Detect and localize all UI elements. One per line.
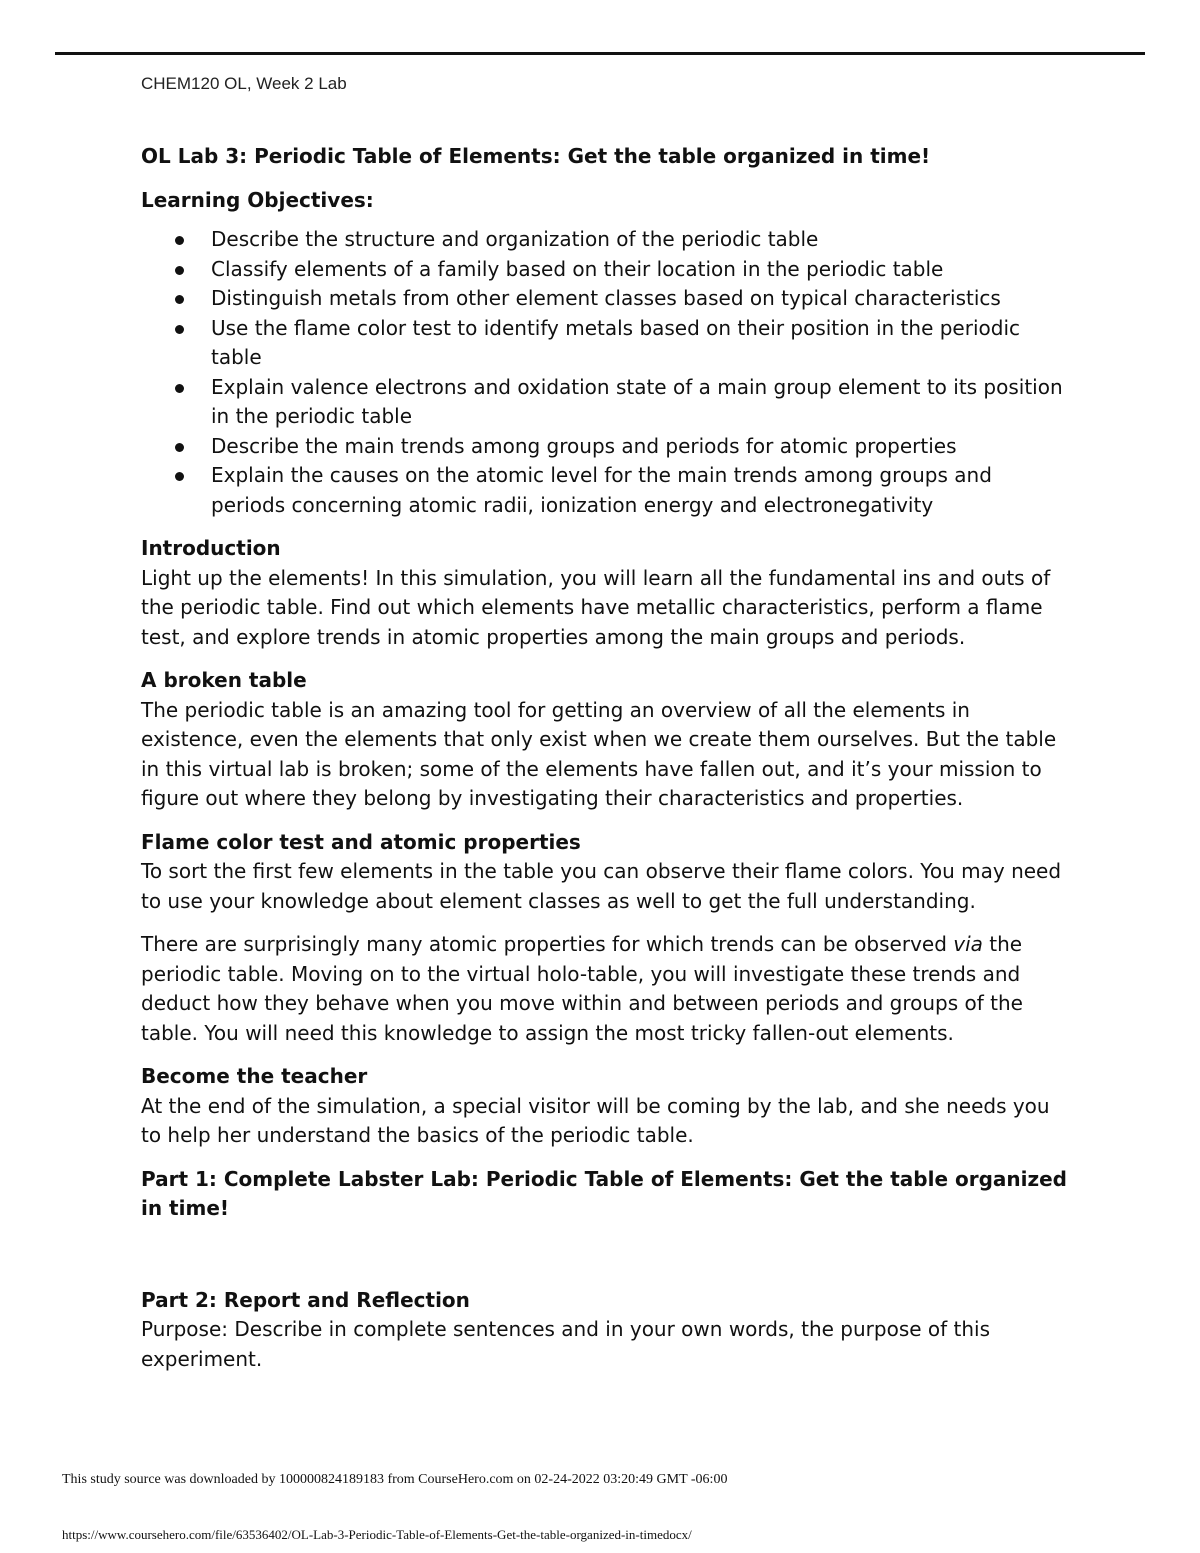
introduction-text: Light up the elements! In this simulation, you will learn all the fundamental ins and outs of the periodic table. Find out which elements have metallic characteristics, perform a flame test, and explore trends in atomic properties among the main groups and periods. bbox=[141, 565, 1051, 649]
teacher-section bbox=[141, 1062, 1071, 1151]
source-url: https://www.coursehero.com/file/63536402/OL-Lab-3-Periodic-Table-of-Elements-Get-the-table-organized-in-timedocx/ bbox=[62, 1527, 692, 1542]
objectives-list bbox=[141, 225, 1071, 520]
atomic-properties-text-end: the periodic table. Moving on to the virtual holo-table, you will investigate these trends and deduct how they behave when you move within and between periods and groups of the table. You will need this knowledge to assign the most tricky fallen-out elements. bbox=[141, 932, 1023, 1045]
objective-item: Describe the main trends among groups and periods for atomic properties bbox=[211, 432, 1071, 462]
teacher-text: At the end of the simulation, a special visitor will be coming by the lab, and she needs you to help her understand the basics of the periodic table. bbox=[141, 1093, 1050, 1147]
objective-item: Classify elements of a family based on their location in the periodic table bbox=[211, 255, 1071, 285]
atomic-properties-text bbox=[141, 930, 1071, 1048]
part2-purpose-text: Purpose: Describe in complete sentences and in your own words, the purpose of this experiment. bbox=[141, 1317, 991, 1371]
broken-table-heading: A broken table bbox=[141, 668, 307, 692]
course-header: CHEM120 OL, Week 2 Lab bbox=[141, 74, 347, 93]
part2-section bbox=[141, 1286, 1071, 1375]
broken-table-section bbox=[141, 666, 1071, 814]
flame-test-heading: Flame color test and atomic properties bbox=[141, 829, 581, 854]
teacher-heading: Become the teacher bbox=[141, 1064, 368, 1088]
part1-heading: Part 1: Complete Labster Lab: Periodic Table of Elements: Get the table organized in time! bbox=[141, 1166, 1067, 1220]
flame-test-section bbox=[141, 828, 1071, 1049]
introduction-heading: Introduction bbox=[141, 536, 281, 560]
introduction-section bbox=[141, 534, 1071, 652]
objective-item: Describe the structure and organization of the periodic table bbox=[211, 225, 1071, 255]
atomic-properties-text-start: There are surprisingly many atomic properties for which trends can be observed bbox=[141, 932, 954, 956]
objective-item: Use the flame color test to identify metals based on their position in the periodic table bbox=[211, 314, 1071, 373]
objective-item: Distinguish metals from other element classes based on typical characteristics bbox=[211, 284, 1071, 314]
document-body bbox=[141, 142, 1071, 1374]
download-source-note: This study source was downloaded by 100000824189183 from CourseHero.com on 02-24-2022 03:20:49 GMT -06:00 bbox=[62, 1472, 728, 1487]
document-title: OL Lab 3: Periodic Table of Elements: Get the table organized in time! bbox=[141, 144, 931, 168]
broken-table-text: The periodic table is an amazing tool for getting an overview of all the elements in existence, even the elements that only exist when we create them ourselves. But the table in this virtual lab is broken; some of the elements have fallen out, and it’s your mission to figure out where they belong by investigating their characteristics and properties. bbox=[141, 697, 1057, 810]
objective-item: Explain the causes on the atomic level for the main trends among groups and periods concerning atomic radii, ionization energy and electronegativity bbox=[211, 461, 1071, 520]
top-horizontal-rule bbox=[55, 52, 1145, 55]
atomic-properties-text-italic: via bbox=[953, 932, 983, 956]
part2-heading: Part 2: Report and Reflection bbox=[141, 1287, 470, 1312]
objective-item: Explain valence electrons and oxidation state of a main group element to its position in the periodic table bbox=[211, 373, 1071, 432]
objectives-heading: Learning Objectives: bbox=[141, 187, 374, 212]
flame-test-text: To sort the first few elements in the table you can observe their flame colors. You may need to use your knowledge about element classes as well to get the full understanding. bbox=[141, 859, 1062, 913]
